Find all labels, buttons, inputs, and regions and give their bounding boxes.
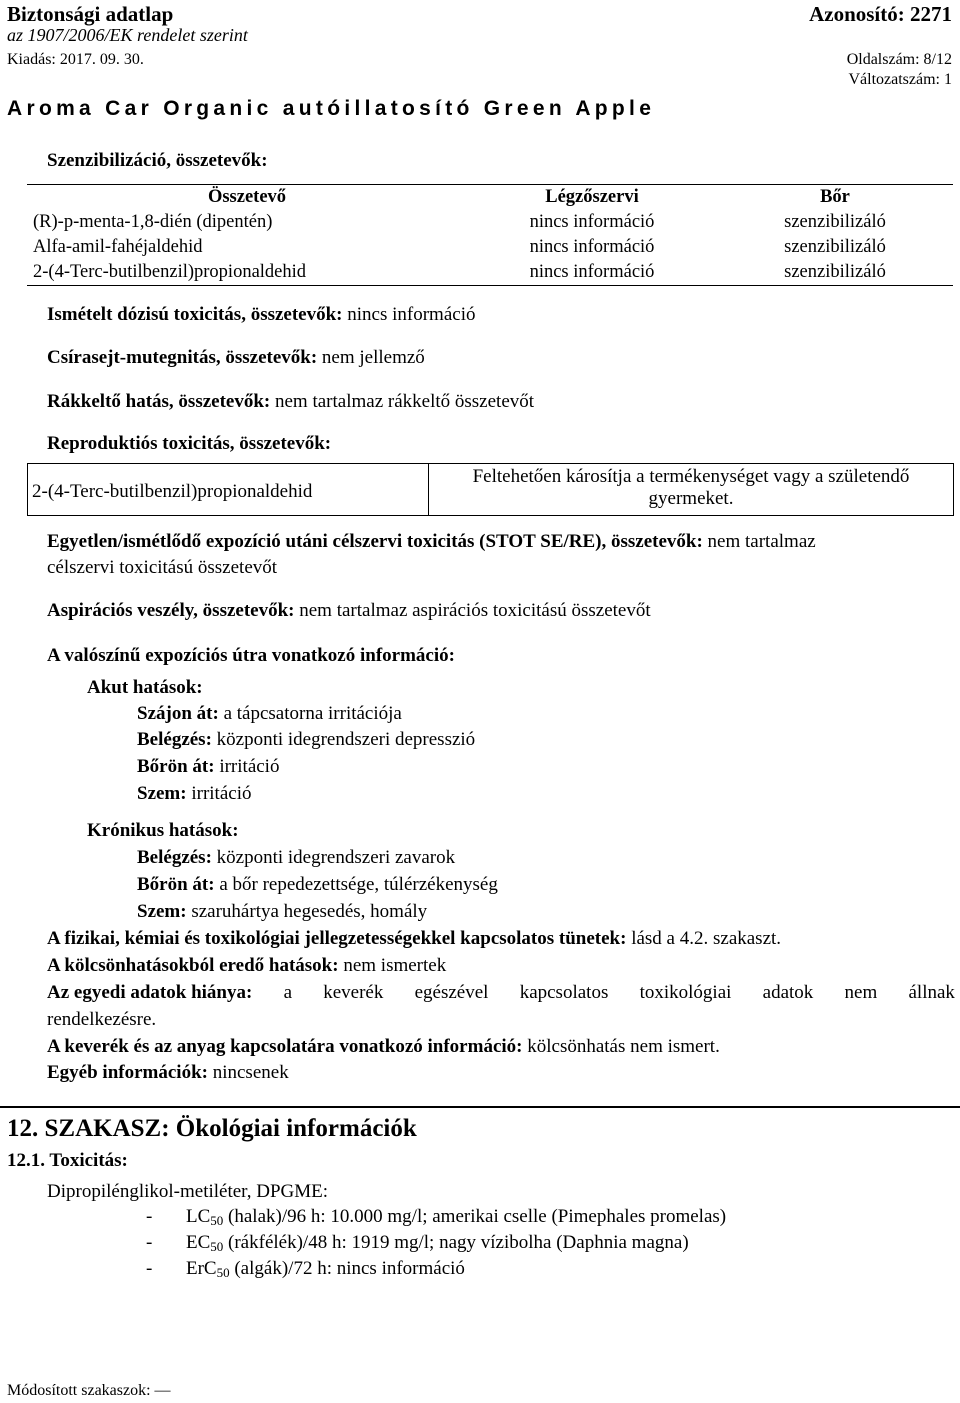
label: Csírasejt-mutegnitás, összetevők: <box>47 347 318 368</box>
label: Belégzés: <box>137 847 212 868</box>
value: lásd a 4.2. szakaszt. <box>631 928 782 949</box>
modified-sections: Módosított szakaszok: — <box>7 1382 171 1399</box>
value: (algák)/72 h: nincs információ <box>229 1258 465 1279</box>
document-id: Azonosító: 2271 <box>809 2 952 26</box>
word: adatok <box>762 982 814 1003</box>
chronic-item <box>137 847 455 869</box>
value: nem ismertek <box>343 955 447 976</box>
aspiration-line <box>47 600 651 622</box>
word: a <box>283 982 292 1003</box>
column-header: Légzőszervi <box>467 185 717 211</box>
chronic-item <box>137 874 498 896</box>
acute-item <box>137 729 475 751</box>
value: a bőr repedezettsége, túlérzékenység <box>219 874 498 895</box>
value: központi idegrendszeri depresszió <box>216 729 476 750</box>
hazard-line: Feltehetően károsítja a termékenységet vagy a születendő <box>472 466 910 487</box>
table-cell <box>28 464 429 515</box>
value: irritáció <box>219 756 280 777</box>
chronic-item <box>137 901 427 923</box>
label: A fizikai, kémiai és toxikológiai jellegzetességekkel kapcsolatos tünetek: <box>47 928 627 949</box>
acute-effects-heading: Akut hatások: <box>87 677 203 698</box>
sensitization-table <box>27 184 953 286</box>
section-divider <box>0 1106 960 1108</box>
value: nincsenek <box>212 1062 289 1083</box>
dash: - <box>146 1258 153 1279</box>
label: Bőrön át: <box>137 756 215 777</box>
table-row <box>27 210 953 235</box>
table-cell: nincs információ <box>529 237 655 257</box>
dash: - <box>146 1206 153 1227</box>
value: központi idegrendszeri zavarok <box>216 847 456 868</box>
sensitization-heading: Szenzibilizáció, összetevők: <box>47 150 268 171</box>
hazard-statement <box>429 466 953 510</box>
value: nem tartalmaz <box>707 531 816 552</box>
carcinogenicity-line <box>47 391 534 413</box>
value: irritáció <box>191 783 252 804</box>
label: A keverék és az anyag kapcsolatára vonatkozó információ: <box>47 1036 523 1057</box>
stot-line <box>47 531 816 553</box>
table-cell: 2-(4-Terc-butilbenzil)propionaldehid <box>27 260 467 286</box>
subscript: 50 <box>210 1213 224 1228</box>
label: Rákkeltő hatás, összetevők: <box>47 391 271 412</box>
acute-item <box>137 783 251 805</box>
word: keverék <box>323 982 384 1003</box>
table-cell: szenzibilizáló <box>784 237 886 257</box>
label: Egyéb információk: <box>47 1062 208 1083</box>
subscript: 50 <box>210 1239 224 1254</box>
page-number: Oldalszám: 8/12 <box>846 51 952 68</box>
missing-data-line <box>47 982 955 1004</box>
value: kölcsönhatás nem ismert. <box>527 1036 720 1057</box>
label: Egyetlen/ismétlődő expozíció utáni célszervi toxicitás (STOT SE/RE), összetevők: <box>47 531 703 552</box>
value: szaruhártya hegesedés, homály <box>191 901 428 922</box>
label: Szem: <box>137 783 187 804</box>
table-cell <box>429 464 953 515</box>
exposure-routes-heading: A valószínű expozíciós útra vonatkozó információ: <box>47 645 455 666</box>
other-info-line <box>47 1062 289 1084</box>
version-number: Változatszám: 1 <box>848 71 952 88</box>
subsection-title: 12.1. Toxicitás: <box>7 1150 128 1171</box>
word: egészével <box>414 982 489 1003</box>
substance-name: Dipropilénglikol-metiléter, DPGME: <box>47 1181 329 1202</box>
column-header: Bőr <box>717 185 953 211</box>
metric: EC <box>186 1232 211 1253</box>
table-header-row <box>27 185 953 211</box>
hazard-line: gyermeket. <box>648 488 734 509</box>
germ-cell-line <box>47 347 425 369</box>
word: nem <box>844 982 878 1003</box>
label: Szájon át: <box>137 703 219 724</box>
regulation-subtitle: az 1907/2006/EK rendelet szerint <box>7 25 248 45</box>
table-cell: Alfa-amil-fahéjaldehid <box>33 237 203 257</box>
word: toxikológiai <box>639 982 732 1003</box>
metric: LC <box>186 1206 211 1227</box>
value: nem tartalmaz rákkeltő összetevőt <box>275 391 535 412</box>
table-cell: (R)-p-menta-1,8-dién (dipentén) <box>33 212 273 232</box>
label: Az egyedi adatok hiánya: <box>47 982 253 1003</box>
table-cell: szenzibilizáló <box>717 260 953 286</box>
dash: - <box>146 1232 153 1253</box>
table-cell: nincs információ <box>467 260 717 286</box>
symptoms-line <box>47 928 781 950</box>
stot-line-2: célszervi toxicitású összetevőt <box>47 557 278 578</box>
metric: ErC <box>186 1258 217 1279</box>
word: állnak <box>908 982 955 1003</box>
value: nincs információ <box>347 304 476 325</box>
value: nem jellemző <box>321 347 425 368</box>
section-title: 12. SZAKASZ: Ökológiai információk <box>7 1115 417 1142</box>
label: A kölcsönhatásokból eredő hatások: <box>47 955 339 976</box>
label: Bőrön át: <box>137 874 215 895</box>
table-row <box>27 260 953 286</box>
table-row <box>27 235 953 260</box>
reproductive-table <box>27 463 954 516</box>
repeated-dose-line <box>47 304 475 326</box>
mixture-line <box>47 1036 720 1058</box>
acute-item <box>137 756 279 778</box>
reproductive-heading: Reproduktiós toxicitás, összetevők: <box>47 433 332 454</box>
acute-item <box>137 703 402 725</box>
value: nem tartalmaz aspirációs toxicitású összetevőt <box>299 600 651 621</box>
product-name: Aroma Car Organic autóillatosító Green Apple <box>7 97 656 120</box>
interactions-line <box>47 955 446 977</box>
ingredient-name: 2-(4-Terc-butilbenzil)propionaldehid <box>32 481 313 502</box>
column-header: Összetevő <box>27 185 467 211</box>
label: Belégzés: <box>137 729 212 750</box>
value: (halak)/96 h: 10.000 mg/l; amerikai cselle (Pimephales promelas) <box>223 1206 727 1227</box>
toxicity-item <box>146 1206 726 1228</box>
missing-data-line-2: rendelkezésre. <box>47 1009 157 1030</box>
document-title: Biztonsági adatlap <box>7 2 174 26</box>
label: Ismételt dózisú toxicitás, összetevők: <box>47 304 343 325</box>
word: kapcsolatos <box>519 982 609 1003</box>
value: (rákfélék)/48 h: 1919 mg/l; nagy vízibolha (Daphnia magna) <box>223 1232 689 1253</box>
toxicity-item <box>146 1258 465 1280</box>
table-cell: nincs információ <box>529 212 655 232</box>
issue-date: Kiadás: 2017. 09. 30. <box>7 51 144 68</box>
chronic-effects-heading: Krónikus hatások: <box>87 820 239 841</box>
label: Szem: <box>137 901 187 922</box>
value: a tápcsatorna irritációja <box>223 703 402 724</box>
toxicity-item <box>146 1232 689 1254</box>
subscript: 50 <box>216 1265 230 1280</box>
table-cell: szenzibilizáló <box>784 212 886 232</box>
label: Aspirációs veszély, összetevők: <box>47 600 295 621</box>
